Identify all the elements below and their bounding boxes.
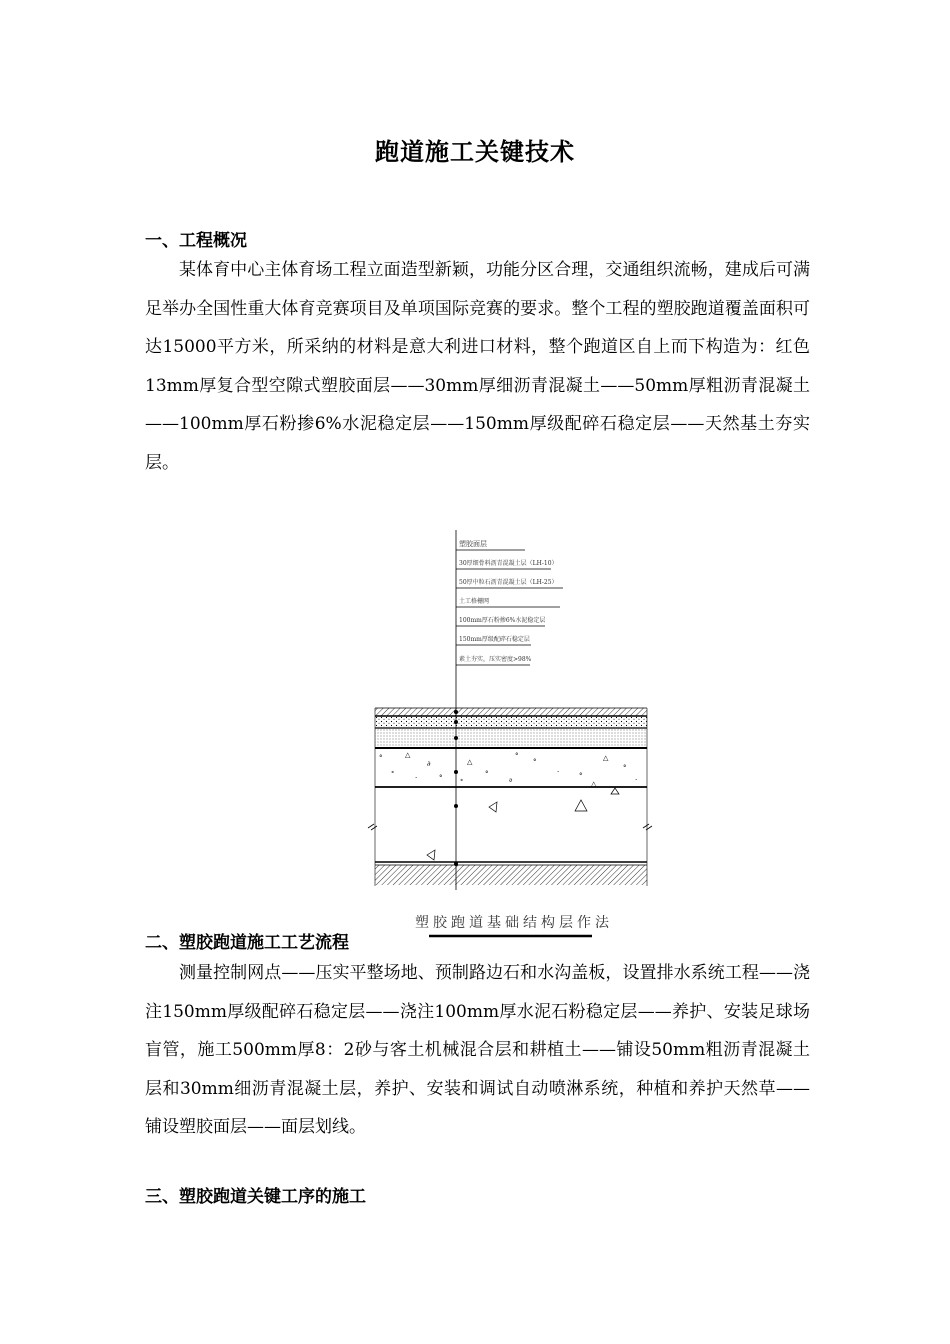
svg-text:°: ° xyxy=(533,758,537,766)
svg-text:∂: ∂ xyxy=(427,760,431,768)
section-heading-process: 二、塑胶跑道施工工艺流程 xyxy=(145,933,349,953)
layer-label-3: 50厚中粒石沥青混凝土层（LH-25） xyxy=(459,579,558,586)
layer-label-5: 100mm厚石粉掺6%水泥稳定层 xyxy=(459,617,546,624)
layer-label-4: 土工格栅网 xyxy=(459,598,490,605)
svg-text:.: . xyxy=(557,766,560,774)
process-paragraph: 测量控制网点——压实平整场地、预制路边石和水沟盖板，设置排水系统工程——浇注150mm厚级配碎石稳定层——浇注100mm厚水泥石粉稳定层——养护、安装足球场盲管，施工500mm厚8：2砂与客土机械混合层和耕植土——铺设50mm粗沥青混凝土层和30mm细沥青混凝土层，养护、安装和调试自动喷淋系统，种植和养护天然草——铺设塑胶面层——面层划线。 xyxy=(145,963,810,1137)
overview-paragraph: 某体育中心主体育场工程立面造型新颖，功能分区合理，交通组织流畅，建成后可满足举办全国性重大体育竞赛项目及单项国际竞赛的要求。整个工程的塑胶跑道覆盖面积可达15000平方米，所采纳的材料是意大利进口材料，整个跑道区自上而下构造为：红色13mm厚复合型空隙式塑胶面层——30mm厚细沥青混凝土——50mm厚粗沥青混凝土——100mm厚石粉掺6%水泥稳定层——150mm厚级配碎石稳定层——天然基土夯实层。 xyxy=(145,260,810,473)
svg-text:ª: ª xyxy=(509,778,513,786)
svg-text:°: ° xyxy=(515,752,519,760)
svg-text:.: . xyxy=(415,772,418,780)
svg-text:∘: ∘ xyxy=(460,776,464,784)
svg-text:°: ° xyxy=(623,764,627,772)
layer-label-1: 塑胶面层 xyxy=(459,540,487,548)
svg-text:°: ° xyxy=(485,770,489,778)
structure-layer-diagram xyxy=(365,528,665,948)
svg-text:△: △ xyxy=(405,751,411,759)
page-title: 跑道施工关键技术 xyxy=(375,138,575,166)
svg-text:.: . xyxy=(635,774,638,782)
figure-caption: 塑胶跑道基础结构层作法 xyxy=(415,915,613,931)
svg-text:°: ° xyxy=(579,772,583,780)
svg-text:°: ° xyxy=(439,774,443,782)
svg-text:°: ° xyxy=(379,754,383,762)
section-heading-overview: 一、工程概况 xyxy=(145,231,247,251)
svg-text:△: △ xyxy=(591,780,597,788)
svg-text:△: △ xyxy=(603,754,609,762)
layer-label-6: 150mm厚级配碎石稳定层 xyxy=(459,636,530,643)
layer-label-7: 素土夯实，压实密度>98% xyxy=(459,656,532,663)
layer-label-2: 30厚细骨料沥青混凝土层（LH-10） xyxy=(459,560,558,567)
svg-text:∘: ∘ xyxy=(391,768,395,776)
svg-text:△: △ xyxy=(467,758,473,766)
section-heading-key-steps: 三、塑胶跑道关键工序的施工 xyxy=(145,1187,366,1207)
